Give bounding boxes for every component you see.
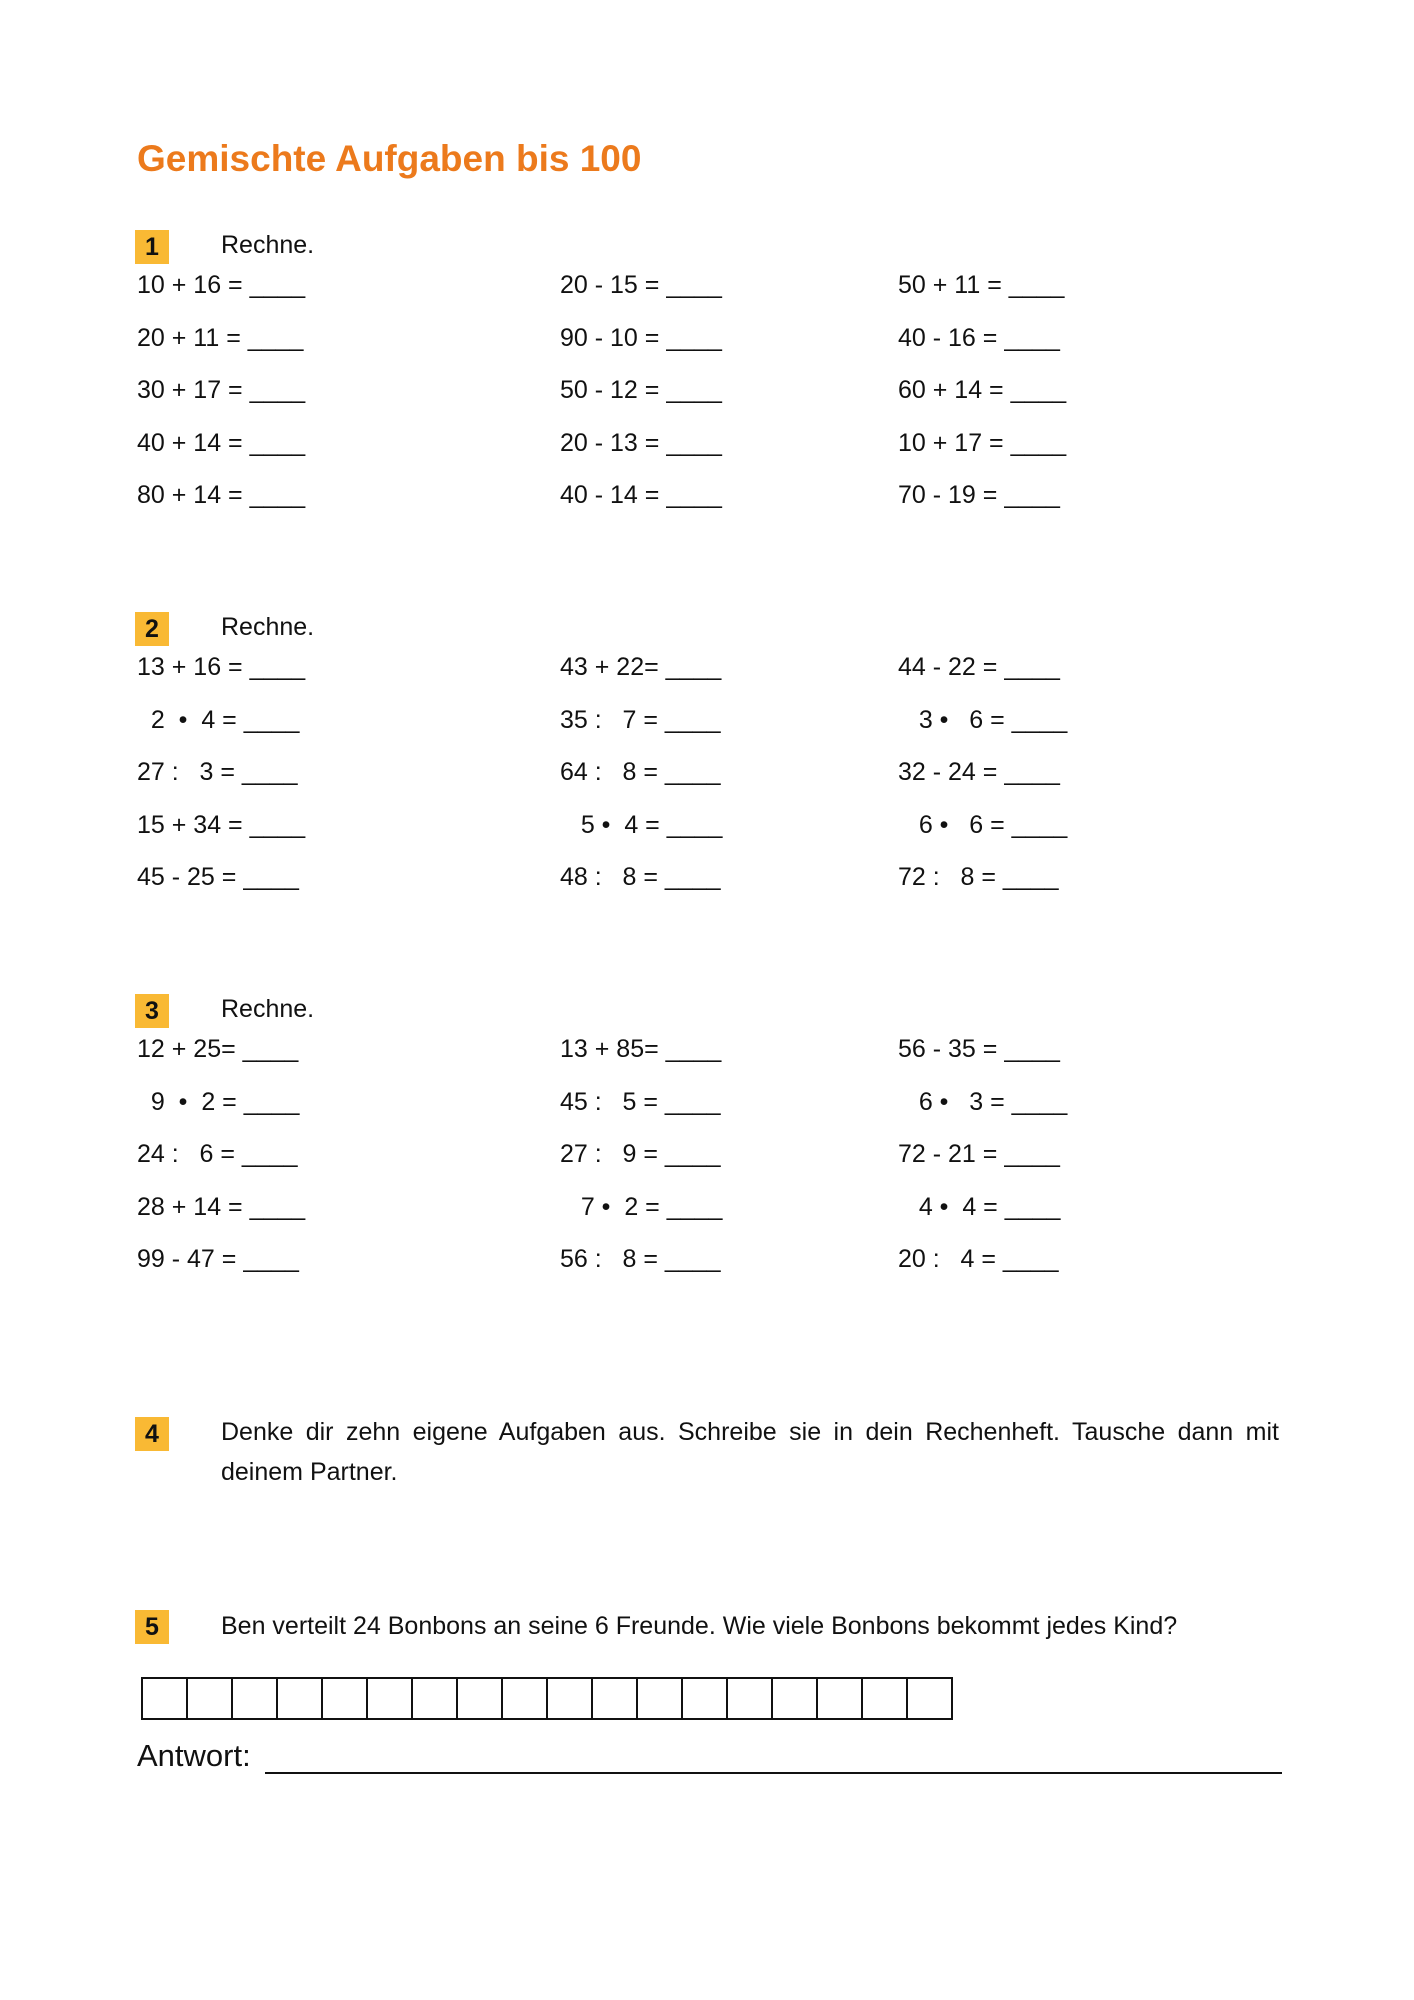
grid-cell[interactable] <box>278 1679 323 1718</box>
problem: 45 - 25 = ____ <box>137 863 299 891</box>
problem: 30 + 17 = ____ <box>137 376 306 404</box>
grid-cell[interactable] <box>728 1679 773 1718</box>
task-2-instruction: Rechne. <box>221 613 315 641</box>
answer-line[interactable] <box>265 1772 1282 1774</box>
problem: 6 • 6 = ____ <box>898 811 1068 839</box>
task-5-text: Ben verteilt 24 Bonbons an seine 6 Freunde. Wie viele Bonbons bekommt jedes Kind? <box>221 1612 1178 1640</box>
problem: 32 - 24 = ____ <box>898 758 1060 786</box>
problem: 20 - 15 = ____ <box>560 271 722 299</box>
task-3-badge: 3 <box>135 994 169 1028</box>
problem: 27 : 3 = ____ <box>137 758 298 786</box>
problem: 50 + 11 = ____ <box>898 271 1065 299</box>
problem: 13 + 16 = ____ <box>137 653 306 681</box>
task-2-badge: 2 <box>135 612 169 646</box>
grid-cell[interactable] <box>638 1679 683 1718</box>
answer-label: Antwort: <box>137 1738 251 1773</box>
grid-cell[interactable] <box>908 1679 953 1718</box>
problem: 24 : 6 = ____ <box>137 1140 298 1168</box>
problem: 15 + 34 = ____ <box>137 811 306 839</box>
problem: 45 : 5 = ____ <box>560 1088 721 1116</box>
problem: 40 - 14 = ____ <box>560 481 722 509</box>
problem: 50 - 12 = ____ <box>560 376 722 404</box>
task-5-badge: 5 <box>135 1610 169 1644</box>
problem: 20 + 11 = ____ <box>137 324 304 352</box>
problem: 90 - 10 = ____ <box>560 324 722 352</box>
problem: 10 + 16 = ____ <box>137 271 306 299</box>
grid-cell[interactable] <box>503 1679 548 1718</box>
grid-cell[interactable] <box>593 1679 638 1718</box>
grid-cell[interactable] <box>323 1679 368 1718</box>
problem: 20 - 13 = ____ <box>560 429 722 457</box>
problem: 9 • 2 = ____ <box>137 1088 300 1116</box>
problem: 80 + 14 = ____ <box>137 481 306 509</box>
grid-cell[interactable] <box>413 1679 458 1718</box>
grid-cell[interactable] <box>818 1679 863 1718</box>
problem: 44 - 22 = ____ <box>898 653 1060 681</box>
problem: 28 + 14 = ____ <box>137 1193 306 1221</box>
page-title: Gemischte Aufgaben bis 100 <box>137 138 642 179</box>
problem: 43 + 22= ____ <box>560 653 722 681</box>
problem: 56 - 35 = ____ <box>898 1035 1060 1063</box>
problem: 40 - 16 = ____ <box>898 324 1060 352</box>
problem: 40 + 14 = ____ <box>137 429 306 457</box>
grid-cell[interactable] <box>143 1679 188 1718</box>
problem: 99 - 47 = ____ <box>137 1245 299 1273</box>
problem: 27 : 9 = ____ <box>560 1140 721 1168</box>
problem: 20 : 4 = ____ <box>898 1245 1059 1273</box>
problem: 72 : 8 = ____ <box>898 863 1059 891</box>
calculation-grid[interactable] <box>141 1677 953 1720</box>
grid-cell[interactable] <box>773 1679 818 1718</box>
task-4-text: Denke dir zehn eigene Aufgaben aus. Schreibe sie in dein Rechenheft. Tausche dann mit deinem Partner. <box>221 1418 1279 1486</box>
problem: 64 : 8 = ____ <box>560 758 721 786</box>
problem: 60 + 14 = ____ <box>898 376 1067 404</box>
grid-cell[interactable] <box>188 1679 233 1718</box>
problem: 10 + 17 = ____ <box>898 429 1067 457</box>
problem: 13 + 85= ____ <box>560 1035 722 1063</box>
grid-cell[interactable] <box>863 1679 908 1718</box>
problem: 7 • 2 = ____ <box>560 1193 723 1221</box>
problem: 6 • 3 = ____ <box>898 1088 1068 1116</box>
problem: 48 : 8 = ____ <box>560 863 721 891</box>
problem: 72 - 21 = ____ <box>898 1140 1060 1168</box>
problem: 56 : 8 = ____ <box>560 1245 721 1273</box>
problem: 70 - 19 = ____ <box>898 481 1060 509</box>
problem: 3 • 6 = ____ <box>898 706 1068 734</box>
task-4-badge: 4 <box>135 1417 169 1451</box>
grid-cell[interactable] <box>548 1679 593 1718</box>
task-1-instruction: Rechne. <box>221 231 315 259</box>
task-3-instruction: Rechne. <box>221 995 315 1023</box>
problem: 12 + 25= ____ <box>137 1035 299 1063</box>
grid-cell[interactable] <box>368 1679 413 1718</box>
task-1-badge: 1 <box>135 230 169 264</box>
grid-cell[interactable] <box>233 1679 278 1718</box>
grid-cell[interactable] <box>458 1679 503 1718</box>
problem: 2 • 4 = ____ <box>137 706 300 734</box>
problem: 35 : 7 = ____ <box>560 706 721 734</box>
problem: 4 • 4 = ____ <box>898 1193 1061 1221</box>
problem: 5 • 4 = ____ <box>560 811 723 839</box>
grid-cell[interactable] <box>683 1679 728 1718</box>
